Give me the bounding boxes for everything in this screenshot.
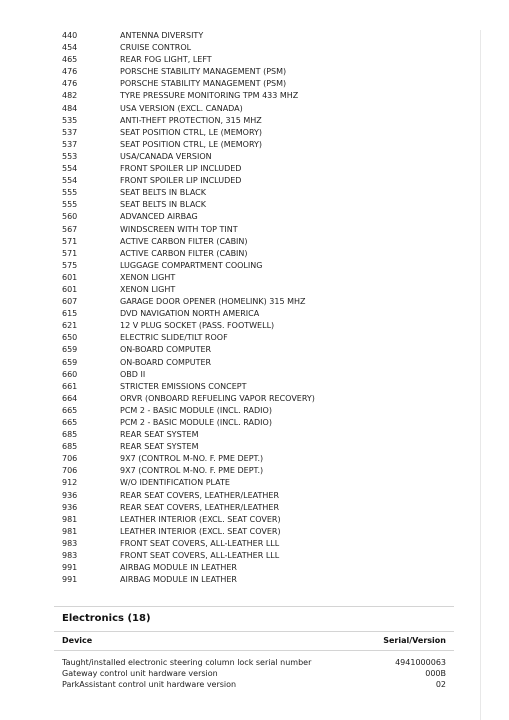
option-description: WINDSCREEN WITH TOP TINT [120,224,238,234]
option-description: PORSCHE STABILITY MANAGEMENT (PSM) [120,67,287,77]
option-row [0,453,509,465]
option-description: SEAT POSITION CTRL, LE (MEMORY) [120,127,263,137]
option-row [0,320,509,332]
option-row [0,211,509,223]
option-code: 607 [62,297,78,307]
section-divider [54,606,454,607]
option-row [0,187,509,199]
option-code: 685 [62,442,78,452]
option-row [0,139,509,151]
option-description: CRUISE CONTROL [120,43,192,53]
option-row [0,175,509,187]
option-row [0,332,509,344]
option-row [0,260,509,272]
option-row [0,296,509,308]
option-description: USA VERSION (EXCL. CANADA) [120,103,243,113]
option-code: 535 [62,115,78,125]
option-row [0,127,509,139]
option-description: AIRBAG MODULE IN LEATHER [120,575,237,585]
option-description: REAR SEAT COVERS, LEATHER/LEATHER [120,502,280,512]
option-description: ON-BOARD COMPUTER [120,345,212,355]
option-code: 560 [62,212,78,222]
option-row [0,357,509,369]
option-row [0,393,509,405]
option-row [0,574,509,586]
option-code: 555 [62,188,78,198]
option-row [0,42,509,54]
table-header-divider [54,650,454,651]
option-description: DVD NAVIGATION NORTH AMERICA [120,309,260,319]
option-code: 454 [62,43,78,53]
option-code: 665 [62,418,78,427]
option-code-list [0,30,509,586]
option-row [0,151,509,163]
option-description: REAR SEAT COVERS, LEATHER/LEATHER [120,490,280,500]
option-code: 440 [62,31,78,40]
option-description: ACTIVE CARBON FILTER (CABIN) [120,248,248,258]
option-row [0,103,509,115]
option-description: FRONT SPOILER LIP INCLUDED [120,164,242,174]
option-code: 615 [62,309,78,319]
option-code: 567 [62,224,78,234]
option-description: XENON LIGHT [120,284,176,294]
option-description: 9X7 (CONTROL M-NO. F. PME DEPT.) [120,466,264,476]
option-row [0,550,509,562]
option-description: ACTIVE CARBON FILTER (CABIN) [120,236,248,246]
option-row [0,115,509,127]
option-code: 482 [62,91,78,101]
option-code: 706 [62,466,78,476]
option-code: 659 [62,357,78,367]
option-row [0,405,509,417]
option-description: AIRBAG MODULE IN LEATHER [120,563,237,573]
option-code: 601 [62,272,78,282]
option-row [0,369,509,381]
option-description: LEATHER INTERIOR (EXCL. SEAT COVER) [120,514,281,524]
table-row [0,657,509,668]
option-code: 685 [62,430,78,440]
option-row [0,441,509,453]
option-row [0,490,509,502]
option-code: 706 [62,454,78,464]
option-description: FRONT SPOILER LIP INCLUDED [120,176,242,186]
option-code: 664 [62,393,78,403]
option-description: 9X7 (CONTROL M-NO. F. PME DEPT.) [120,454,264,464]
option-row [0,429,509,441]
option-row [0,90,509,102]
option-code: 601 [62,284,78,294]
option-row [0,477,509,489]
option-row [0,284,509,296]
option-code: 983 [62,551,78,561]
option-code: 537 [62,127,78,137]
option-description: GARAGE DOOR OPENER (HOMELINK) 315 MHZ [120,297,306,307]
option-row [0,30,509,42]
section-title: Electronics (18) [62,613,151,624]
option-code: 665 [62,405,78,415]
option-code: 554 [62,176,78,186]
option-code: 476 [62,79,78,89]
device-serial: 4941000063 [395,658,446,667]
option-description: ANTENNA DIVERSITY [120,31,204,40]
option-description: ELECTRIC SLIDE/TILT ROOF [120,333,228,343]
option-row [0,308,509,320]
option-description: USA/CANADA VERSION [120,151,212,161]
option-description: PORSCHE STABILITY MANAGEMENT (PSM) [120,79,287,89]
option-description: FRONT SEAT COVERS, ALL-LEATHER LLL [120,538,280,548]
option-code: 555 [62,200,78,210]
option-code: 554 [62,164,78,174]
option-row [0,514,509,526]
option-description: REAR SEAT SYSTEM [120,442,199,452]
option-code: 991 [62,575,78,585]
device-serial: 02 [435,680,446,689]
option-code: 621 [62,321,78,331]
option-row [0,381,509,393]
option-description: REAR FOG LIGHT, LEFT [120,55,212,65]
option-description: ADVANCED AIRBAG [120,212,198,222]
electronics-table-body [0,657,509,690]
option-description: SEAT POSITION CTRL, LE (MEMORY) [120,139,263,149]
option-row [0,465,509,477]
option-row [0,562,509,574]
option-description: FRONT SEAT COVERS, ALL-LEATHER LLL [120,551,280,561]
option-description: W/O IDENTIFICATION PLATE [120,478,230,488]
table-row [0,679,509,690]
option-row [0,417,509,429]
column-header-serial: Serial/Version [383,636,446,645]
option-row [0,538,509,550]
device-serial: 000B [425,669,446,678]
table-header [0,636,509,649]
option-code: 650 [62,333,78,343]
option-code: 659 [62,345,78,355]
option-code: 465 [62,55,78,65]
option-code: 912 [62,478,78,488]
option-code: 553 [62,151,78,161]
option-code: 981 [62,526,78,536]
option-row [0,502,509,514]
option-code: 484 [62,103,78,113]
table-row [0,668,509,679]
option-description: ON-BOARD COMPUTER [120,357,212,367]
option-description: XENON LIGHT [120,272,176,282]
option-code: 991 [62,563,78,573]
column-header-device: Device [62,636,93,645]
option-code: 571 [62,236,78,246]
option-code: 537 [62,139,78,149]
device-name: ParkAssistant control unit hardware version [62,680,237,689]
device-name: Taught/installed electronic steering column lock serial number [62,658,312,667]
option-description: TYRE PRESSURE MONITORING TPM 433 MHZ [120,91,299,101]
option-row [0,272,509,284]
option-row [0,344,509,356]
option-code: 981 [62,514,78,524]
option-row [0,248,509,260]
option-description: STRICTER EMISSIONS CONCEPT [120,381,247,391]
section-title-divider [54,631,454,632]
option-description: PCM 2 - BASIC MODULE (INCL. RADIO) [120,405,272,415]
option-row [0,224,509,236]
option-description: LEATHER INTERIOR (EXCL. SEAT COVER) [120,526,281,536]
option-code: 983 [62,538,78,548]
option-row [0,236,509,248]
option-description: PCM 2 - BASIC MODULE (INCL. RADIO) [120,418,272,427]
option-description: 12 V PLUG SOCKET (PASS. FOOTWELL) [120,321,275,331]
option-code: 571 [62,248,78,258]
option-description: OBD II [120,369,146,379]
option-description: SEAT BELTS IN BLACK [120,188,206,198]
option-row [0,66,509,78]
option-code: 661 [62,381,78,391]
option-row [0,526,509,538]
option-code: 575 [62,260,78,270]
option-code: 476 [62,67,78,77]
option-description: REAR SEAT SYSTEM [120,430,199,440]
option-description: SEAT BELTS IN BLACK [120,200,206,210]
option-description: ANTI-THEFT PROTECTION, 315 MHZ [120,115,262,125]
device-name: Gateway control unit hardware version [62,669,218,678]
option-description: ORVR (ONBOARD REFUELING VAPOR RECOVERY) [120,393,315,403]
option-code: 936 [62,502,78,512]
option-row [0,78,509,90]
option-row [0,54,509,66]
option-row [0,199,509,211]
option-code: 660 [62,369,78,379]
option-code: 936 [62,490,78,500]
option-description: LUGGAGE COMPARTMENT COOLING [120,260,263,270]
option-row [0,163,509,175]
